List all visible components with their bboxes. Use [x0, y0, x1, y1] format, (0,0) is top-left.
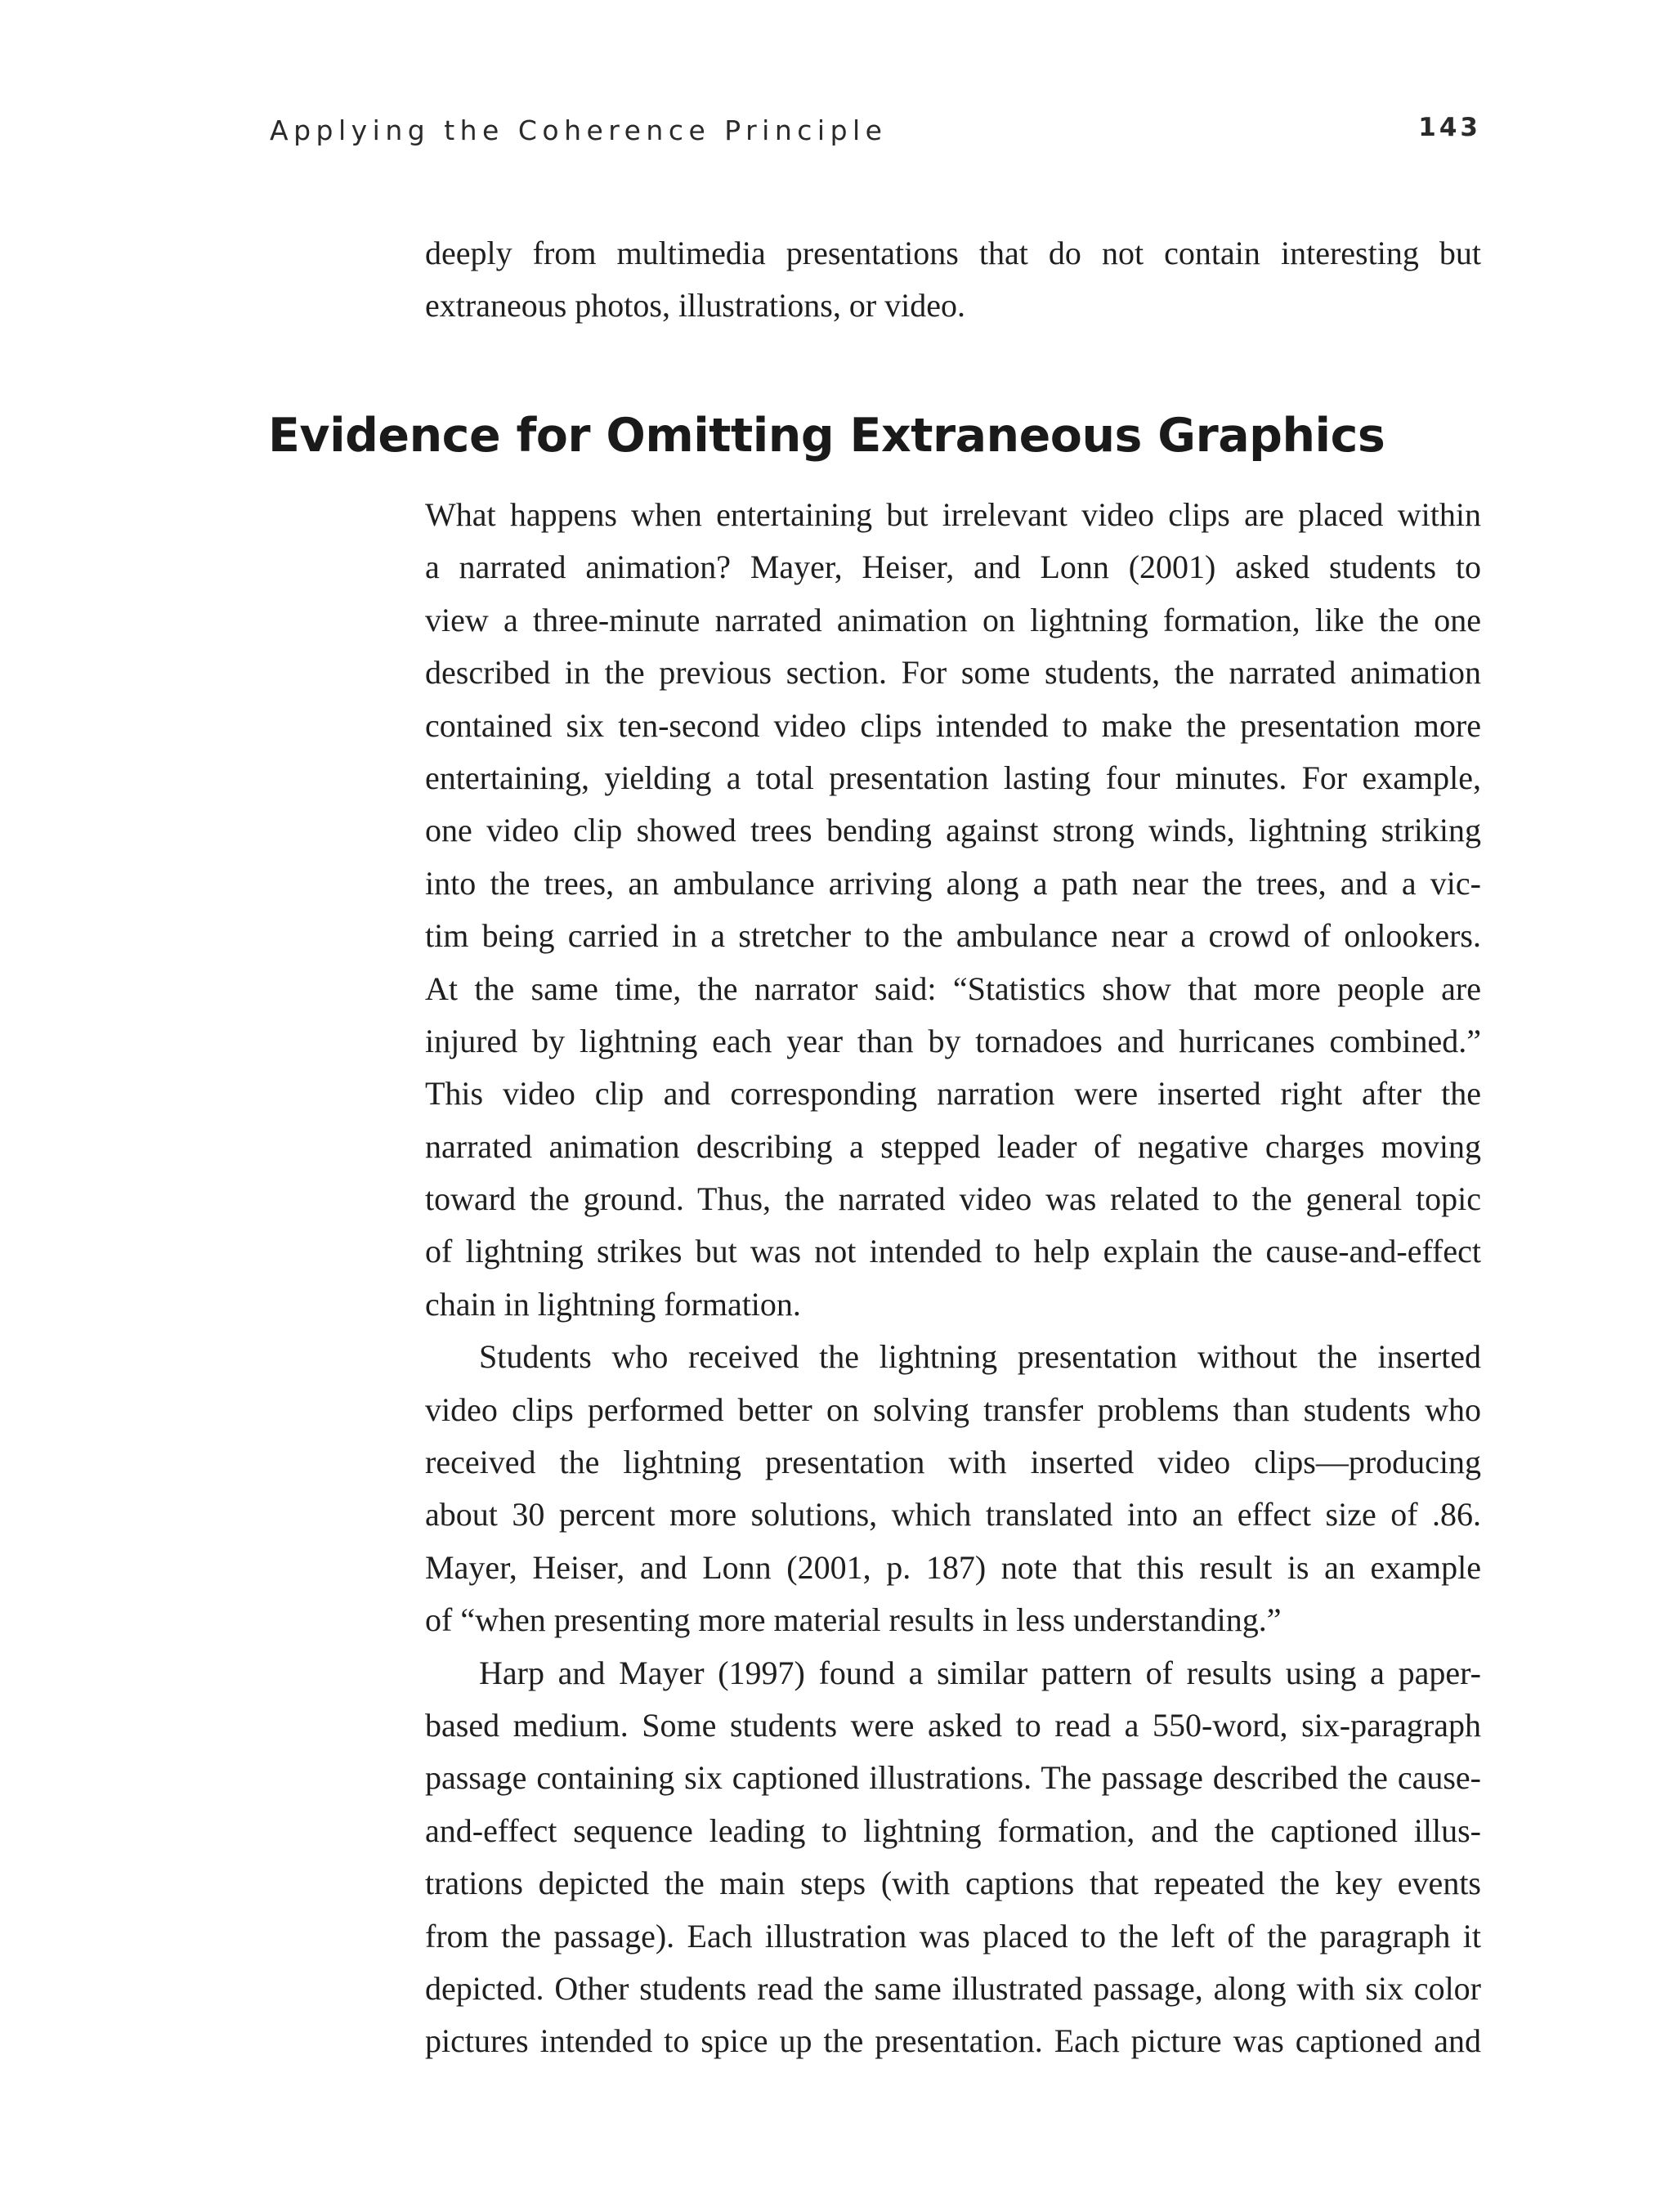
paragraph-line: deeply from multimedia presentations that do not contain interesting but: [425, 235, 1481, 271]
paragraph-3: [425, 1647, 1481, 2068]
section-heading: Evidence for Omitting Extraneous Graphics: [268, 409, 1385, 463]
paragraph-line: into the trees, an ambulance arriving along a path near the trees, and a vic-: [425, 864, 1481, 902]
paragraph-2: [425, 1331, 1481, 1646]
paragraph-line: trations depicted the main steps (with captions that repeated the key events: [425, 1865, 1481, 1902]
paragraph-line: Harp and Mayer (1997) found a similar pattern of results using a paper-: [479, 1654, 1481, 1691]
paragraph-1: [425, 489, 1481, 1331]
running-head: Applying the Coherence Principle: [270, 114, 888, 146]
paragraph-line: video clips performed better on solving transfer problems than students who: [425, 1390, 1481, 1428]
paragraph-line: contained six ten-second video clips intended to make the presentation more: [425, 706, 1481, 744]
paragraph-line: toward the ground. Thus, the narrated video was related to the general topic: [425, 1180, 1481, 1218]
paragraph-line: injured by lightning each year than by tornadoes and hurricanes combined.”: [425, 1022, 1481, 1059]
paragraph-line: view a three-minute narrated animation on lightning formation, like the one: [425, 601, 1481, 638]
paragraph-line: chain in lightning formation.: [425, 1285, 801, 1323]
paragraph-line: entertaining, yielding a total presentation lasting four minutes. For example,: [425, 759, 1481, 796]
paragraph-line: one video clip showed trees bending against strong winds, lightning striking: [425, 812, 1481, 849]
paragraph-line: narrated animation describing a stepped leader of negative charges moving: [425, 1127, 1481, 1165]
paragraph-line: Students who received the lightning presentation without the inserted: [479, 1338, 1481, 1376]
paragraph-line: passage containing six captioned illustrations. The passage described the cause-: [425, 1759, 1481, 1797]
paragraph-line: extraneous photos, illustrations, or video.: [425, 287, 966, 325]
paragraph-line: described in the previous section. For some students, the narrated animation: [425, 654, 1481, 692]
paragraph-line: This video clip and corresponding narration were inserted right after the: [425, 1075, 1481, 1113]
paragraph-line: At the same time, the narrator said: “Statistics show that more people are: [425, 969, 1481, 1007]
intro-paragraph: [425, 227, 1481, 333]
paragraph-line: a narrated animation? Mayer, Heiser, and Lonn (2001) asked students to: [425, 549, 1481, 586]
paragraph-line: from the passage). Each illustration was placed to the left of the paragraph it: [425, 1917, 1481, 1955]
paragraph-line: What happens when entertaining but irrelevant video clips are placed within: [425, 496, 1481, 533]
paragraph-line: Mayer, Heiser, and Lonn (2001, p. 187) note that this result is an example: [425, 1548, 1481, 1586]
paragraph-line: about 30 percent more solutions, which translated into an effect size of .86.: [425, 1496, 1481, 1534]
paragraph-line: tim being carried in a stretcher to the ambulance near a crowd of onlookers.: [425, 917, 1481, 955]
section-body: [425, 489, 1481, 2068]
page-number: 143: [1418, 113, 1481, 142]
paragraph-line: of “when presenting more material results in less understanding.”: [425, 1601, 1282, 1639]
paragraph-line: received the lightning presentation with inserted video clips—producing: [425, 1444, 1481, 1481]
paragraph-line: pictures intended to spice up the presentation. Each picture was captioned and: [425, 2022, 1481, 2060]
paragraph-line: based medium. Some students were asked to read a 550-word, six-paragraph: [425, 1706, 1481, 1744]
paragraph-line: of lightning strikes but was not intended to help explain the cause-and-effect: [425, 1233, 1481, 1270]
paragraph-line: and-effect sequence leading to lightning formation, and the captioned illus-: [425, 1811, 1481, 1849]
paragraph-line: depicted. Other students read the same illustrated passage, along with six color: [425, 1969, 1481, 2007]
